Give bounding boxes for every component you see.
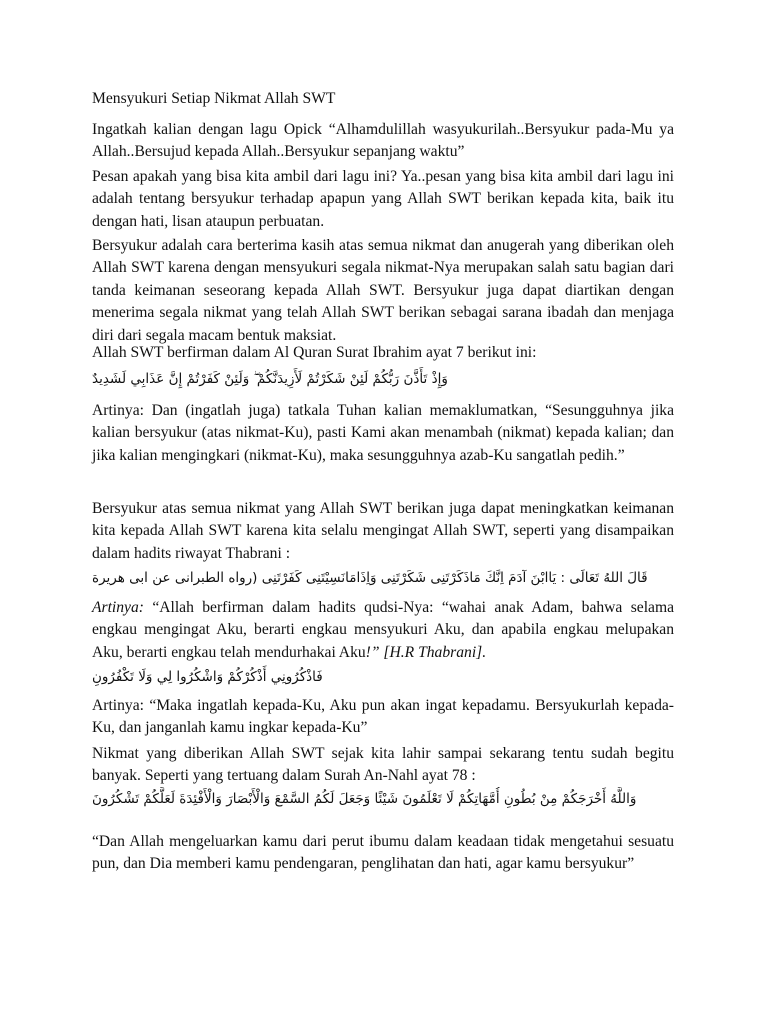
paragraph-10: “Dan Allah mengeluarkan kamu dari perut ibumu dalam keadaan tidak mengetahui sesuatu pun, dan Dia memberi kamu pendengaran, penglihatan dan hati, agar kamu bersyukur” <box>92 833 674 873</box>
arabic-verse-ibrahim-7: وَإِذْ تَأَذَّنَ رَبُّكُمْ لَئِنْ شَكَرْتُمْ لَأَزِيدَنَّكُمْ ۖ وَلَئِنْ كَفَرْتُمْ إِنَّ عَذَابِي لَشَدِيدٌ <box>92 371 448 387</box>
paragraph-6: Bersyukur atas semua nikmat yang Allah SWT berikan juga dapat meningkatkan keimanan kita kepada Allah SWT karena kita selalu mengingat Allah SWT, seperti yang disampaikan dalam hadits riwayat Thabrani : <box>92 500 674 562</box>
paragraph-2: Pesan apakah yang bisa kita ambil dari lagu ini? Ya..pesan yang bisa kita ambil dari lagu ini adalah tentang bersyukur terhadap apapun yang Allah SWT berikan kepada kita, baik itu dengan hati, lisan ataupun perbuatan. <box>92 168 674 230</box>
paragraph-9: Nikmat yang diberikan Allah SWT sejak kita lahir sampai sekarang tentu sudah begitu banyak. Seperti yang tertuang dalam Surah An-Nahl ayat 78 : <box>92 745 674 785</box>
arabic-hadith-thabrani: قَالَ اللهُ تَعَالَى : يَاابْنَ آدَمَ اِنَّكَ مَاذَكَرْتَنِى شَكَرْتَنِى وَاِذَامَانَسِيْتَنِى كَفَرْتَنِى (رواه الطبرانى عن ابى هريرة <box>92 570 648 586</box>
paragraph-8: Artinya: “Maka ingatlah kepada-Ku, Aku pun akan ingat kepadamu. Bersyukurlah kepada-Ku, dan janganlah kamu ingkar kepada-Ku” <box>92 697 674 737</box>
document-title: Mensyukuri Setiap Nikmat Allah SWT <box>92 90 336 107</box>
arabic-verse-baqarah-152: فَاذْكُرُونِي أَذْكُرْكُمْ وَاشْكُرُوا لِي وَلَا تَكْفُرُونِ <box>92 669 323 685</box>
paragraph-7-label: Artinya: <box>92 599 144 616</box>
paragraph-7 <box>92 597 674 664</box>
paragraph-4: Allah SWT berfirman dalam Al Quran Surat Ibrahim ayat 7 berikut ini: <box>92 344 537 361</box>
paragraph-5: Artinya: Dan (ingatlah juga) tatkala Tuhan kalian memaklumatkan, “Sesungguhnya jika kalian bersyukur (atas nikmat-Ku), pasti Kami akan menambah (nikmat) kepada kalian; dan jika kalian mengingkari (nikmat-Ku), maka sesungguhnya azab-Ku sangatlah pedih.” <box>92 402 674 464</box>
paragraph-7-body: “Allah berfirman dalam hadits qudsi-Nya: “wahai anak Adam, bahwa selama engkau mengingat Aku, berarti engkau mensyukuri Aku, dan apabila engkau melupakan Aku, berarti engkau telah mendurhakai Aku <box>92 599 674 661</box>
paragraph-1: Ingatkah kalian dengan lagu Opick “Alhamdulillah wasyukurilah..Bersyukur pada-Mu ya Allah..Bersujud kepada Allah..Bersyukur sepanjang waktu” <box>92 121 674 161</box>
arabic-verse-an-nahl-78: وَاللَّهُ أَخْرَجَكُمْ مِنْ بُطُونِ أُمَّهَاتِكُمْ لَا تَعْلَمُونَ شَيْئًا وَجَعَلَ لَكُمُ السَّمْعَ وَالْأَبْصَارَ وَالْأَفْئِدَةَ لَعَلَّكُمْ تَشْكُرُونَ <box>92 791 637 807</box>
paragraph-3: Bersyukur adalah cara berterima kasih atas semua nikmat dan anugerah yang diberikan oleh Allah SWT karena dengan mensyukuri segala nikmat-Nya merupakan salah satu bagian dari tanda keimanan seseorang kepada Allah SWT. Bersyukur juga dapat diartikan dengan menerima segala nikmat yang telah Allah SWT berikan sebagai sarana ibadah dan menjaga diri dari segala macam bentuk maksiat. <box>92 237 674 344</box>
paragraph-7-tail: !” [H.R Thabrani]. <box>365 643 487 661</box>
